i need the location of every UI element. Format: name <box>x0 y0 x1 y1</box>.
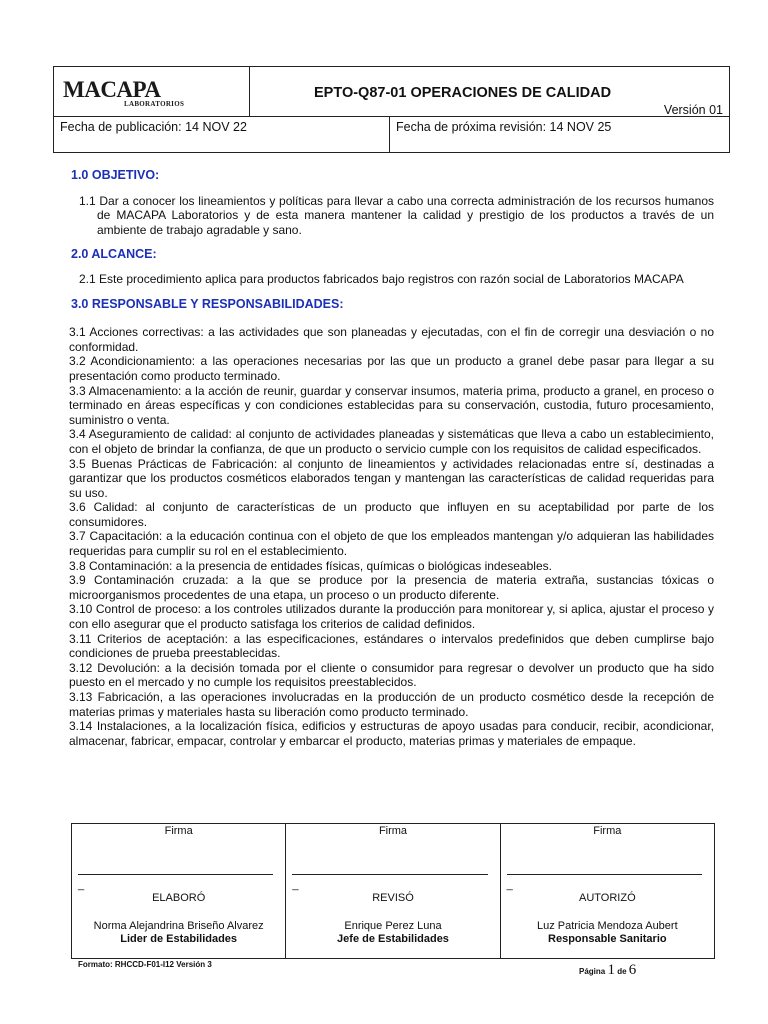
definition-item: 3.3 Almacenamiento: a la acción de reunir, guardar y conservar insumos, materia prima, producto a granel, en proceso o terminado en áreas específicas y con condiciones establecidas para su conservación, custodia, futuro procesamiento, suministro o venta. <box>69 383 714 427</box>
title-cell <box>250 67 729 116</box>
document-version: Versión 01 <box>663 103 723 117</box>
signature-role: REVISÓ <box>372 892 414 904</box>
signature-label: Firma <box>593 825 622 837</box>
signature-elaboro <box>72 824 286 958</box>
logo-cell <box>54 67 250 116</box>
definition-item: 3.6 Calidad: al conjunto de características de un producto que influyen en su aceptabilidad por parte de los consumidores. <box>69 500 714 529</box>
definition-item: 3.7 Capacitación: a la educación continua con el objeto de que los empleados mantengan y/o adquieran las habilidades requeridas para cumplir su rol en el establecimiento. <box>69 529 714 559</box>
signer-name: Luz Patricia Mendoza Aubert <box>537 920 678 932</box>
signature-dash: _ <box>78 879 85 891</box>
signature-label: Firma <box>164 825 193 837</box>
signer-title: Responsable Sanitario <box>548 933 667 945</box>
definition-item: 3.13 Fabricación, a las operaciones involucradas en la producción de un producto cosmético desde la recepción de materias primas y materiales hasta su liberación como producto terminado. <box>69 690 714 719</box>
page-current: 1 <box>607 962 615 978</box>
definition-item: 3.5 Buenas Prácticas de Fabricación: al conjunto de lineamientos y actividades relacionadas entre sí, destinadas a garantizar que los productos cosméticos elaborados tengan y mantengan las características de calidad requeridas para su uso. <box>69 456 714 500</box>
section-responsable-title: 3.0 RESPONSABLE Y RESPONSABILIDADES: <box>71 296 344 311</box>
objetivo-paragraph: 1.1 Dar a conocer los lineamientos y políticas para llevar a cabo una correcta administración de los recursos humanos de MACAPA Laboratorios y de esta manera mantener la calidad y prestigio de los productos a través de un ambiente de trabajo agradable y sano. <box>79 193 714 237</box>
definition-item: 3.12 Devolución: a la decisión tomada por el cliente o consumidor para regresar o devolver un producto que ha sido puesto en el mercado y no cumple los requisitos preestablecidos. <box>69 660 714 690</box>
section-objetivo-title: 1.0 OBJETIVO: <box>71 168 160 182</box>
signature-line <box>292 864 487 875</box>
page-number <box>579 962 636 979</box>
definitions-list <box>69 325 714 748</box>
signature-table <box>71 823 715 959</box>
definition-item: 3.8 Contaminación: a la presencia de entidades físicas, químicas o biológicas indeseables. <box>69 558 552 573</box>
signature-line <box>507 864 702 875</box>
signature-autorizo <box>501 824 714 958</box>
document-header <box>53 66 730 153</box>
signer-name: Norma Alejandrina Briseño Alvarez <box>93 920 264 932</box>
definition-item: 3.9 Contaminación cruzada: a la que se produce por la presencia de materia extraña, sustancias tóxicas o microorganismos procedentes de una etapa, un proceso o un producto diferente. <box>69 573 714 602</box>
definition-item: 3.2 Acondicionamiento: a las operaciones necesarias por las que un producto a granel debe pasar para llegar a su presentación como producto terminado. <box>69 354 714 383</box>
signer-title: Lider de Estabilidades <box>120 933 238 945</box>
signature-dash: _ <box>506 879 513 891</box>
definition-item: 3.11 Criterios de aceptación: a las especificaciones, estándares o intervalos predefinidos que deben cumplirse bajo condiciones de prueba preestablecidas. <box>69 631 714 661</box>
signer-title: Jefe de Estabilidades <box>337 933 449 945</box>
document-body <box>71 168 714 748</box>
signature-line <box>78 864 273 875</box>
signature-role: ELABORÓ <box>152 892 206 904</box>
dates-row <box>54 116 729 153</box>
page-total: 6 <box>628 962 637 978</box>
publication-date: Fecha de publicación: 14 NOV 22 <box>54 117 390 153</box>
alcance-paragraph: 2.1 Este procedimiento aplica para productos fabricados bajo registros con razón social de Laboratorios MACAPA <box>79 271 684 286</box>
section-alcance-title: 2.0 ALCANCE: <box>71 247 157 262</box>
document-title: EPTO-Q87-01 OPERACIONES DE CALIDAD <box>314 85 612 101</box>
signature-reviso <box>286 824 500 958</box>
company-logo-subtitle: LABORATORIOS <box>124 100 185 108</box>
definition-item: 3.4 Aseguramiento de calidad: al conjunto de actividades planeadas y sistemáticas que lleva a cabo un establecimiento, con el objeto de brindar la confianza, de que un producto o servicio cumple con los requisitos de calidad especificados. <box>69 427 714 456</box>
page-of: de <box>617 967 627 976</box>
signature-label: Firma <box>378 825 408 837</box>
signature-role: AUTORIZÓ <box>579 892 636 904</box>
signature-dash: _ <box>292 879 299 891</box>
definition-item: 3.1 Acciones correctivas: a las actividades que son planeadas y ejecutadas, con el fin de corregir una desviación o no conformidad. <box>69 325 714 354</box>
definition-item: 3.14 Instalaciones, a la localización física, edificios y estructuras de apoyo usadas para conducir, recibir, acondicionar, almacenar, fabricar, empacar, controlar y embarcar el producto, materias primas y materiales de empaque. <box>69 719 714 748</box>
company-logo: MACAPA <box>63 77 161 102</box>
next-revision-date: Fecha de próxima revisión: 14 NOV 25 <box>396 120 612 134</box>
signer-name: Enrique Perez Luna <box>344 920 442 932</box>
page-label: Página <box>579 967 606 976</box>
definition-item: 3.10 Control de proceso: a los controles utilizados durante la producción para monitorear y, si aplica, ajustar el proceso y con ello asegurar que el producto satisfaga los criterios de calidad definidos. <box>69 602 714 632</box>
format-code: Formato: RHCCD-F01-I12 Versión 3 <box>78 960 212 969</box>
